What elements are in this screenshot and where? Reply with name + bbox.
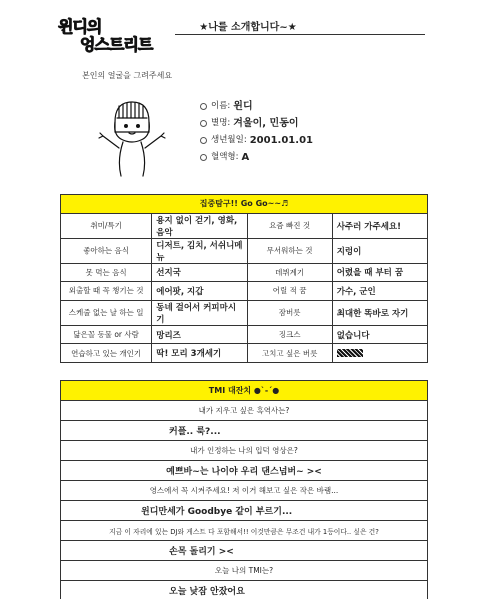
- section-title: TMI 대잔치 ●`-´●: [61, 381, 428, 401]
- tmi-question: 영스에서 꼭 시켜주세요! 저 이거 해보고 싶은 작은 바램...: [61, 481, 428, 501]
- logo-line-1: 윈디의: [58, 17, 102, 36]
- answer-value-scribbled: [332, 344, 427, 363]
- bullet-icon: [200, 137, 207, 144]
- answer-value: 최대한 똑바로 자기: [332, 300, 427, 325]
- tmi-question: 오늘 나의 TMI는?: [61, 561, 428, 581]
- profile-label: 혈액형:: [211, 152, 239, 162]
- profile-label: 생년월일:: [211, 135, 247, 145]
- table-row: [61, 282, 428, 301]
- table-row: [61, 263, 428, 282]
- question-label: 취미/특기: [61, 213, 152, 238]
- profile-label: 별명:: [211, 118, 231, 128]
- answer-value: 어렸을 때 부터 꿈: [332, 263, 427, 282]
- tmi-table: [60, 380, 428, 599]
- table-row: [61, 213, 428, 238]
- profile-row-nickname: [200, 115, 313, 132]
- face-drawing-prompt: 본인의 얼굴을 그려주세요: [82, 71, 173, 80]
- tmi-answer: 윈디만세가 Goodbye 같이 부르기...: [61, 501, 428, 521]
- table-row: [61, 325, 428, 344]
- answer-value: 딱! 모리 3개세기: [152, 344, 247, 363]
- answer-value: 선지국: [152, 263, 247, 282]
- scribble-mark: [337, 349, 363, 357]
- table-row: [61, 238, 428, 263]
- profile-label: 이름:: [211, 101, 231, 111]
- profile-value: A: [241, 152, 250, 163]
- answer-value: 용지 없이 걷기, 영화, 음악: [152, 213, 247, 238]
- profile-questionnaire-table: [60, 194, 428, 363]
- logo: [50, 12, 160, 56]
- question-label: 어릴 적 꿈: [247, 282, 332, 301]
- tmi-answer: 커플.. 룩?...: [61, 421, 428, 441]
- tmi-question: 내가 지우고 싶은 흑역사는?: [61, 401, 428, 421]
- question-label: 무서워하는 것: [247, 238, 332, 263]
- profile-row-blood-type: [200, 149, 313, 166]
- tmi-answer: 예쁘바~는 나이야 우리 댄스넘버~ ><: [61, 461, 428, 481]
- question-label: 연습하고 있는 개인기: [61, 344, 152, 363]
- answer-value: 디저트, 김치, 서쉬니메뉴: [152, 238, 247, 263]
- bullet-icon: [200, 154, 207, 161]
- question-label: 요즘 빠진 것: [247, 213, 332, 238]
- answer-value: 망리즈: [152, 325, 247, 344]
- answer-value: 지렁이: [332, 238, 427, 263]
- question-label: 고치고 싶은 버릇: [247, 344, 332, 363]
- bullet-icon: [200, 103, 207, 110]
- question-label: 데뷔계기: [247, 263, 332, 282]
- profile-row-birthdate: [200, 132, 313, 149]
- answer-value: 사주러 가주세요!: [332, 213, 427, 238]
- answer-value: 없습니다: [332, 325, 427, 344]
- tmi-question: 내가 인정하는 나의 입덕 영상은?: [61, 441, 428, 461]
- logo-line-2: 엉스트리트: [80, 35, 153, 54]
- profile-value: 겨울이, 민동이: [233, 118, 299, 129]
- page-title: ★나를 소개합니다~★: [199, 22, 297, 33]
- question-label: 못 먹는 음식: [61, 263, 152, 282]
- answer-value: 에어팟, 지갑: [152, 282, 247, 301]
- answer-value: 가수, 군인: [332, 282, 427, 301]
- profile-value: 윈디: [233, 101, 253, 112]
- tmi-answer: 오늘 낮잠 안잤어요: [61, 581, 428, 599]
- answer-value: 동네 걸어서 커피마시기: [152, 300, 247, 325]
- question-label: 닮은꼴 동물 or 사람: [61, 325, 152, 344]
- question-label: 잠버릇: [247, 300, 332, 325]
- question-label: 스케줄 없는 날 하는 일: [61, 300, 152, 325]
- profile-row-name: [200, 98, 313, 115]
- section-title: 집중탐구!! Go Go~~♬: [61, 195, 428, 214]
- question-label: 징크스: [247, 325, 332, 344]
- tmi-answer: 손목 돌리기 ><: [61, 541, 428, 561]
- profile-info: [200, 98, 313, 166]
- bullet-icon: [200, 120, 207, 127]
- table-row: [61, 344, 428, 363]
- table-row: [61, 300, 428, 325]
- face-drawing: [97, 88, 167, 180]
- header-underline: [175, 34, 425, 35]
- question-label: 외출할 때 꼭 챙기는 것: [61, 282, 152, 301]
- question-label: 좋아하는 음식: [61, 238, 152, 263]
- tmi-question: 지금 이 자리에 있는 DJ와 게스트 다 포함해서!! 이것만큼은 무조건 내가 1등이다.. 싶은 건?: [61, 521, 428, 541]
- profile-value: 2001.01.01: [249, 135, 313, 146]
